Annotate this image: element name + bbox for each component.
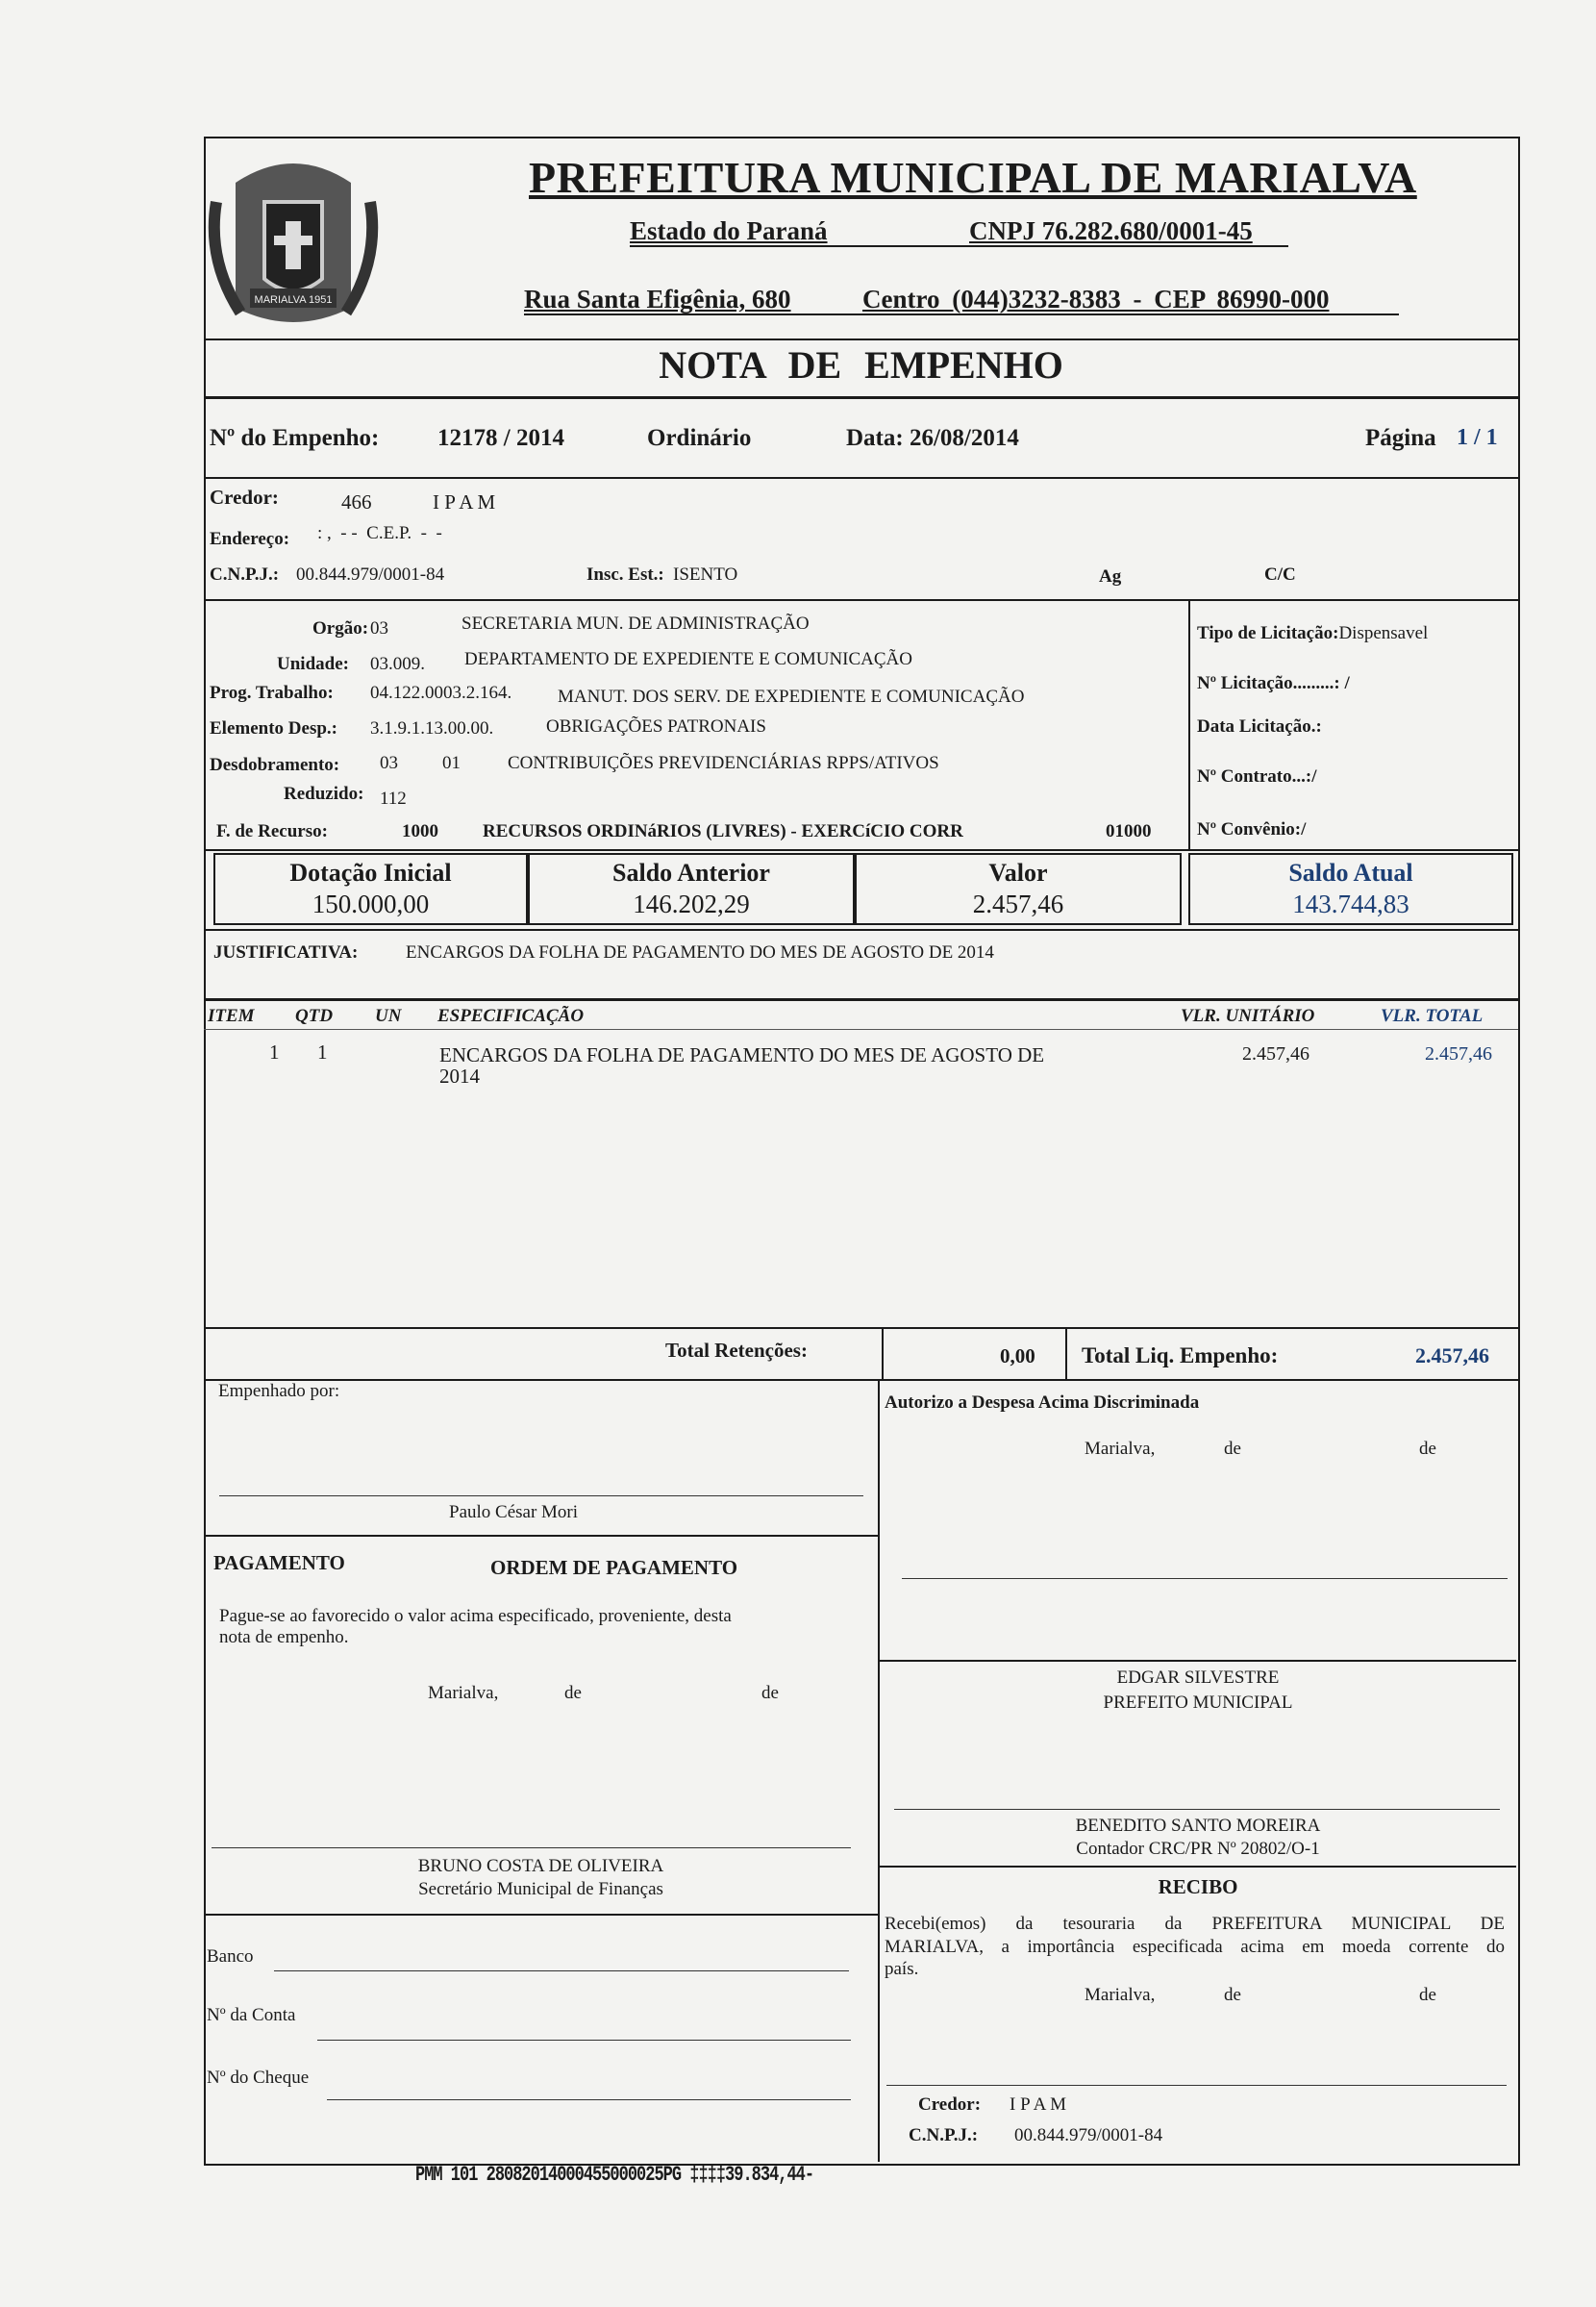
divider <box>204 929 1518 931</box>
previous-balance-value: 146.202,29 <box>633 890 750 918</box>
receipt-cnpj-value: 00.844.979/0001-84 <box>1014 2125 1163 2145</box>
divider <box>204 849 1518 851</box>
receipt-day-of: de <box>1224 1985 1241 2005</box>
receipt-cnpj-label: C.N.P.J.: <box>909 2125 979 2145</box>
divider <box>204 396 1518 399</box>
vertical-divider <box>882 1329 884 1379</box>
divider <box>204 1327 1518 1329</box>
address-value: : , - - C.E.P. - - <box>317 523 442 543</box>
org-title: PREFEITURA MUNICIPAL DE MARIALVA <box>529 153 1417 202</box>
justification-label: JUSTIFICATIVA: <box>213 942 359 963</box>
value-label: Valor <box>988 859 1048 887</box>
signature-line <box>894 1809 1500 1810</box>
empenho-type: Ordinário <box>647 425 752 451</box>
bid-number: Nº Licitação.........: / <box>1197 673 1350 693</box>
breakdown-desc: CONTRIBUIÇÕES PREVIDENCIÁRIAS RPPS/ATIVOS <box>508 753 939 773</box>
net-total-label: Total Liq. Empenho: <box>1082 1343 1279 1367</box>
receipt-city: Marialva, <box>1085 1985 1156 2005</box>
mayor-name: EDGAR SILVESTRE <box>1116 1668 1280 1688</box>
value-amount: 2.457,46 <box>972 890 1064 918</box>
state-registration-value: ISENTO <box>673 564 738 585</box>
bank-field[interactable] <box>274 1970 849 1971</box>
creditor-label: Credor: <box>210 486 279 509</box>
divider <box>204 339 1518 340</box>
bid-date: Data Licitação.: <box>1197 716 1322 737</box>
resource-code-2: 01000 <box>1106 821 1152 841</box>
divider <box>204 1914 878 1916</box>
svg-text:MARIALVA 1951: MARIALVA 1951 <box>254 294 333 306</box>
withholdings-value: 0,00 <box>1000 1344 1035 1367</box>
secretary-title: Secretário Municipal de Finanças <box>418 1879 663 1899</box>
divider <box>880 1660 1516 1662</box>
cnpj-value: 00.844.979/0001-84 <box>296 564 445 585</box>
empenho-number: 12178 / 2014 <box>437 425 564 451</box>
agency-label: Ag <box>1099 566 1122 587</box>
cnpj-label: C.N.P.J.: <box>210 564 280 585</box>
agreement-number: Nº Convênio:/ <box>1197 819 1307 840</box>
vertical-divider <box>1065 1329 1067 1379</box>
item-total: 2.457,46 <box>1425 1043 1492 1065</box>
table-row <box>204 1041 1518 1098</box>
bank-label: Banco <box>207 1946 254 1967</box>
items-header-spec: ESPECIFICAÇÃO <box>437 1006 585 1026</box>
empenho-date: Data: 26/08/2014 <box>846 425 1019 451</box>
state-name: Estado do Paraná <box>630 216 828 245</box>
expense-element-desc: OBRIGAÇÕES PATRONAIS <box>546 716 766 737</box>
divider <box>204 998 1518 1001</box>
state-registration-label: Insc. Est.: <box>586 564 664 585</box>
divider <box>204 1029 1518 1030</box>
bid-type-label: Tipo de Licitação:Dispensavel <box>1197 623 1429 643</box>
reduced-value: 112 <box>380 789 407 809</box>
net-total-value: 2.457,46 <box>1415 1343 1489 1367</box>
footer-code: PMM 101 28082014000455000025PG ‡‡‡‡39.834,44- <box>415 2164 814 2188</box>
vertical-divider <box>1188 601 1190 851</box>
receipt-month-of: de <box>1419 1985 1436 2005</box>
organ-label: Orgão: <box>312 618 369 639</box>
receipt-text-line-3: país. <box>885 1959 919 1979</box>
committed-by-name: Paulo César Mori <box>449 1502 579 1522</box>
account-label: C/C <box>1264 564 1296 585</box>
authorization-day-of: de <box>1224 1439 1241 1459</box>
resource-code: 1000 <box>402 821 438 841</box>
address-details: Centro (044)3232-8383 - CEP 86990-000 <box>862 285 1330 313</box>
unit-code: 03.009. <box>370 654 425 674</box>
justification-text: ENCARGOS DA FOLHA DE PAGAMENTO DO MES DE AGOSTO DE 2014 <box>406 942 994 963</box>
item-spec-line-1: ENCARGOS DA FOLHA DE PAGAMENTO DO MES DE AGOSTO DE <box>439 1043 1045 1066</box>
accountant-name: BENEDITO SANTO MOREIRA <box>1075 1816 1321 1836</box>
items-header-unit-price: VLR. UNITÁRIO <box>1181 1006 1315 1026</box>
address-underline <box>524 313 1399 315</box>
account-number-label: Nº da Conta <box>207 2005 296 2025</box>
resource-desc: RECURSOS ORDINáRIOS (LIVRES) - EXERCíCIO CORR <box>483 821 963 841</box>
initial-allocation-label: Dotação Inicial <box>289 859 452 887</box>
contract-number: Nº Contrato...:/ <box>1197 766 1317 787</box>
address-street: Rua Santa Efigênia, 680 <box>524 285 791 313</box>
mayor-title: PREFEITO MUNICIPAL <box>1103 1693 1293 1713</box>
accountant-title: Contador CRC/PR Nº 20802/O-1 <box>1076 1839 1320 1859</box>
authorization-label: Autorizo a Despesa Acima Discriminada <box>885 1392 1200 1413</box>
vertical-divider <box>878 1381 880 2162</box>
payment-city: Marialva, <box>428 1683 499 1703</box>
check-number-field[interactable] <box>327 2099 851 2100</box>
divider <box>204 477 1518 479</box>
signature-line <box>219 1495 863 1496</box>
program-label: Prog. Trabalho: <box>210 683 334 703</box>
organ-code: 03 <box>370 618 388 639</box>
current-balance-value: 143.744,83 <box>1292 890 1409 918</box>
receipt-title: RECIBO <box>1158 1875 1238 1898</box>
breakdown-label: Desdobramento: <box>210 755 340 775</box>
divider <box>204 1379 1518 1381</box>
divider <box>204 1535 878 1537</box>
receipt-creditor-value: I P A M <box>1010 2094 1066 2115</box>
breakdown-code-1: 03 <box>380 753 398 773</box>
payment-text-line-1: Pague-se ao favorecido o valor acima especificado, proveniente, desta <box>219 1606 732 1626</box>
secretary-name: BRUNO COSTA DE OLIVEIRA <box>417 1856 664 1876</box>
signature-line <box>902 1578 1508 1579</box>
initial-allocation-value: 150.000,00 <box>312 890 430 918</box>
reduced-label: Reduzido: <box>284 784 364 804</box>
items-header-unit: UN <box>375 1006 402 1026</box>
payment-month-of: de <box>761 1683 779 1703</box>
organ-desc: SECRETARIA MUN. DE ADMINISTRAÇÃO <box>461 614 810 634</box>
divider <box>204 599 1518 601</box>
items-header-total: VLR. TOTAL <box>1381 1006 1484 1026</box>
check-number-label: Nº do Cheque <box>207 2068 310 2088</box>
address-label: Endereço: <box>210 529 290 549</box>
empenho-number-label: Nº do Empenho: <box>210 425 380 451</box>
items-header-qty: QTD <box>295 1006 334 1026</box>
page-label: Página <box>1365 425 1436 451</box>
payment-label: PAGAMENTO <box>213 1551 345 1574</box>
breakdown-code-2: 01 <box>442 753 461 773</box>
account-number-field[interactable] <box>317 2040 851 2041</box>
receipt-text-line-1: Recebi(emos) da tesouraria da PREFEITURA MUNICIPAL DE <box>885 1914 1505 1934</box>
previous-balance-label: Saldo Anterior <box>612 859 770 887</box>
item-qty: 1 <box>317 1041 328 1064</box>
items-header-item: ITEM <box>208 1006 255 1026</box>
receipt-creditor-label: Credor: <box>918 2094 982 2115</box>
receipt-text-line-2: MARIALVA, a importância especificada acima em moeda corrente do <box>885 1937 1505 1957</box>
expense-element-code: 3.1.9.1.13.00.00. <box>370 718 494 739</box>
authorization-month-of: de <box>1419 1439 1436 1459</box>
signature-line <box>886 2085 1507 2086</box>
item-number: 1 <box>269 1041 280 1064</box>
item-unit-price: 2.457,46 <box>1242 1043 1309 1065</box>
page-number: 1 / 1 <box>1457 425 1498 450</box>
unit-desc: DEPARTAMENTO DE EXPEDIENTE E COMUNICAÇÃO <box>464 649 913 669</box>
program-desc: MANUT. DOS SERV. DE EXPEDIENTE E COMUNICAÇÃO <box>558 687 1025 707</box>
signature-line <box>212 1847 851 1848</box>
document-title: NOTA DE EMPENHO <box>659 343 1063 387</box>
withholdings-label: Total Retenções: <box>665 1339 808 1362</box>
payment-order-label: ORDEM DE PAGAMENTO <box>490 1556 738 1579</box>
divider <box>880 1866 1516 1868</box>
authorization-city: Marialva, <box>1085 1439 1156 1459</box>
unit-label: Unidade: <box>277 654 349 674</box>
current-balance-label: Saldo Atual <box>1288 859 1413 887</box>
program-code: 04.122.0003.2.164. <box>370 683 512 703</box>
creditor-code: 466 <box>341 490 372 514</box>
item-spec-line-2: 2014 <box>439 1065 480 1088</box>
payment-text-line-2: nota de empenho. <box>219 1627 349 1647</box>
resource-label: F. de Recurso: <box>216 821 328 841</box>
payment-day-of: de <box>564 1683 582 1703</box>
creditor-name: I P A M <box>433 490 496 514</box>
expense-element-label: Elemento Desp.: <box>210 718 337 739</box>
coat-of-arms-logo <box>197 144 389 337</box>
committed-by-label: Empenhado por: <box>218 1381 340 1401</box>
org-cnpj: CNPJ 76.282.680/0001-45 <box>969 216 1253 245</box>
